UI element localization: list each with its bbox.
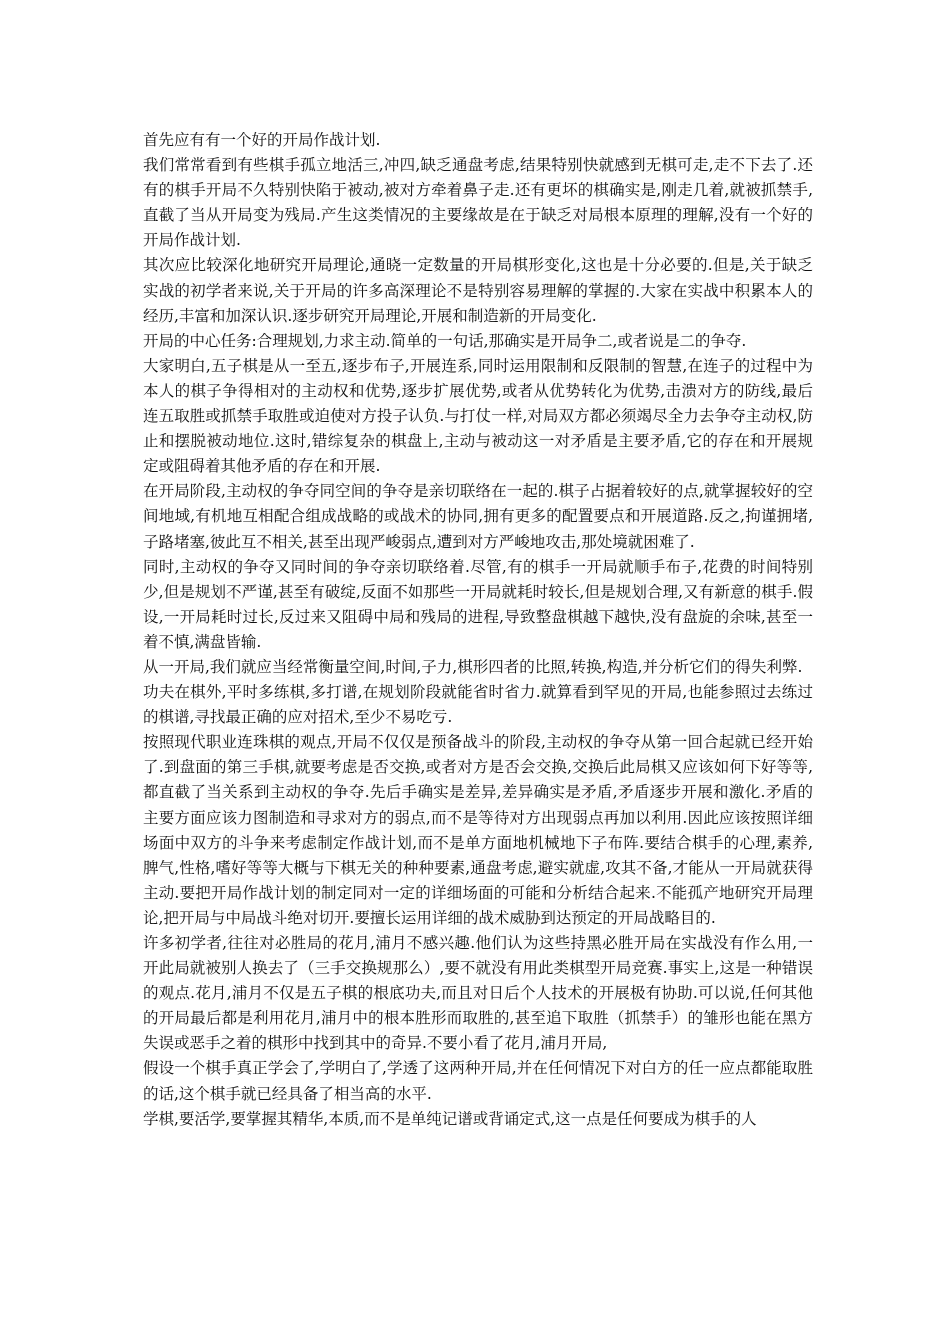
paragraph-huayue-puyue: 许多初学者,往往对必胜局的花月,浦月不感兴趣.他们认为这些持黑必胜开局在实战没有作么用,一开此局就被别人换去了（三手交换规那么）,要不就没有用此类棋型开局竞赛.事实上,这是一种错误的观点.花月,浦月不仅是五子棋的根底功夫,而且对日后个人技术的开展极有协助.可以说,任何其他的开局最后都是利用花月,浦月中的根本胜形而取胜的,甚至追下取胜（抓禁手）的雏形也能在黑方失误或恶手之着的棋形中找到其中的奇异.不要小看了花月,浦月开局,: [143, 934, 813, 1053]
paragraph-central-task: 开局的中心任务:合理规划,力求主动.简单的一句话,那确实是开局争二,或者说是二的争夺.: [143, 331, 747, 350]
paragraph-common-mistakes: 我们常常看到有些棋手孤立地活三,冲四,缺乏通盘考虑,结果特别快就感到无棋可走,走不下去了.还有的棋手开局不久特别快陷于被动,被对方牵着鼻子走.还有更坏的棋确实是,刚走几着,就被抓禁手,直截了当从开局变为残局.产生这类情况的主要缘故是在于缺乏对局根本原理的理解,没有一个好的开局作战计划.: [143, 156, 813, 250]
paragraph-balance: 从一开局,我们就应当经常衡量空间,时间,子力,棋形四者的比照,转换,构造,并分析它们的得失利弊.: [143, 657, 803, 676]
paragraph-initiative: 大家明白,五子棋是从一至五,逐步布子,开展连系,同时运用限制和反限制的智慧,在连子的过程中为本人的棋子争得相对的主动权和优势,逐步扩展优势,或者从优势转化为优势,击溃对方的防线,最后连五取胜或抓禁手取胜或迫使对方投子认负.与打仗一样,对局双方都必须竭尽全力去争夺主动权,防止和摆脱被动地位.这时,错综复杂的棋盘上,主动与被动这一对矛盾是主要矛盾,它的存在和开展规定或阻碍着其他矛盾的存在和开展.: [143, 356, 813, 476]
paragraph-mastery: 假设一个棋手真正学会了,学明白了,学透了这两种开局,并在任何情况下对白方的任一应点都能取胜的话,这个棋手就已经具备了相当高的水平.: [143, 1059, 813, 1103]
paragraph-time: 同时,主动权的争夺又同时间的争夺亲切联络着.尽管,有的棋手一开局就顺手布子,花费的时间特别少,但是规划不严谨,甚至有破绽,反面不如那些一开局就耗时较长,但是规划合理,又有新意的棋手.假设,一开局耗时过长,反过来又阻碍中局和残局的进程,导致整盘棋越下越快,没有盘旋的余味,甚至一着不慎,满盘皆输.: [143, 557, 813, 651]
document-body: [143, 128, 813, 1132]
paragraph-space: 在开局阶段,主动权的争夺同空间的争夺是亲切联络在一起的.棋子占据着较好的点,就掌握较好的空间地域,有机地互相配合组成战略的或战术的协同,拥有更多的配置要点和开展道路.反之,拘谨拥堵,子路堵塞,彼此互不相关,甚至出现严峻弱点,遭到对方严峻地攻击,那处境就困难了.: [143, 482, 813, 551]
paragraph-modern-view: 按照现代职业连珠棋的观点,开局不仅仅是预备战斗的阶段,主动权的争夺从第一回合起就已经开始了.到盘面的第三手棋,就要考虑是否交换,或者对方是否会交换,交换后此局棋又应该如何下好等等,都直截了当关系到主动权的争夺.先后手确实是差异,差异确实是矛盾,矛盾逐步开展和激化.矛盾的主要方面应该力图制造和寻求对方的弱点,而不是等待对方出现弱点再加以利用.因此应该按照详细场面中双方的斗争来考虑制定作战计划,而不是单方面地机械地下子布阵.要结合棋手的心理,素养,脾气,性格,嗜好等等大概与下棋无关的种种要素,通盘考虑,避实就虚,攻其不备,才能从一开局就获得主动.要把开局作战计划的制定同对一定的详细场面的可能和分析结合起来.不能孤产地研究开局理论,把开局与中局战斗绝对切开.要擅长运用详细的战术威胁到达预定的开局战略目的.: [143, 733, 813, 927]
paragraph-learning: 学棋,要活学,要掌握其精华,本质,而不是单纯记谱或背诵定式,这一点是任何要成为棋手的人: [143, 1109, 757, 1128]
paragraph-opening-plan: 首先应有有一个好的开局作战计划.: [143, 131, 381, 149]
paragraph-practice: 功夫在棋外,平时多练棋,多打谱,在规划阶段就能省时省力.就算看到罕见的开局,也能参照过去练过的棋谱,寻找最正确的应对招术,至少不易吃亏.: [143, 683, 813, 727]
paragraph-opening-theory: 其次应比较深化地研究开局理论,通晓一定数量的开局棋形变化,这也是十分必要的.但是,关于缺乏实战的初学者来说,关于开局的许多高深理论不是特别容易理解的掌握的.大家在实战中积累本人的经历,丰富和加深认识.逐步研究开局理论,开展和制造新的开局变化.: [143, 256, 813, 325]
